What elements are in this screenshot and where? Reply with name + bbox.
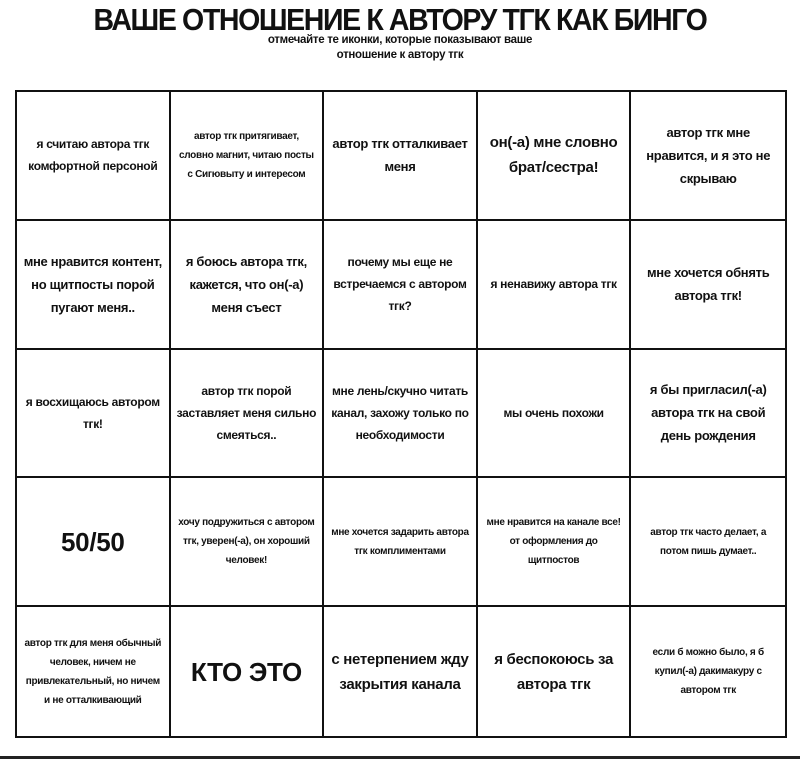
- bingo-cell[interactable]: автор тгк мне нравится, и я это не скрываю: [631, 92, 785, 221]
- bingo-cell[interactable]: автор тгк часто делает, а потом пишь думает..: [631, 478, 785, 607]
- bingo-cell[interactable]: мы очень похожи: [478, 350, 632, 479]
- bingo-cell[interactable]: я восхищаюсь автором тгк!: [17, 350, 171, 479]
- bingo-cell[interactable]: мне хочется задарить автора тгк комплиментами: [324, 478, 478, 607]
- page-title: ВАШЕ ОТНОШЕНИЕ К АВТОРУ ТГК КАК БИНГО: [93, 2, 707, 37]
- bingo-cell[interactable]: мне хочется обнять автора тгк!: [631, 221, 785, 350]
- bingo-cell[interactable]: мне нравится контент, но щитпосты порой пугают меня..: [17, 221, 171, 350]
- bingo-cell[interactable]: автор тгк притягивает, словно магнит, читаю посты с Сигювыту и интересом: [171, 92, 325, 221]
- bingo-cell[interactable]: мне лень/скучно читать канал, захожу только по необходимости: [324, 350, 478, 479]
- bingo-cell[interactable]: хочу подружиться с автором тгк, уверен(-а), он хороший человек!: [171, 478, 325, 607]
- bingo-cell[interactable]: я считаю автора тгк комфортной персоной: [17, 92, 171, 221]
- divider: [0, 756, 800, 759]
- bingo-cell[interactable]: если б можно было, я б купил(-а) дакимакуру с автором тгк: [652, 647, 764, 697]
- subtitle: отмечайте те иконки, которые показывают ваше отношение к автору тгк: [267, 34, 533, 61]
- bingo-cell[interactable]: я бы пригласил(-а) автора тгк на свой день рождения: [631, 350, 785, 479]
- bingo-cell[interactable]: я беспокоюсь за автора тгк: [478, 607, 632, 736]
- bingo-cell[interactable]: КТО ЭТО: [171, 607, 325, 736]
- bingo-cell[interactable]: я боюсь автора тгк, кажется, что он(-а) меня съест: [171, 221, 325, 350]
- bingo-cell[interactable]: автор тгк отталкивает меня: [324, 92, 478, 221]
- bingo-cell[interactable]: автор тгк порой заставляет меня сильно смеяться..: [171, 350, 325, 479]
- bingo-cell[interactable]: мне нравится на канале все! от оформления до щитпостов: [478, 478, 632, 607]
- bingo-cell[interactable]: почему мы еще не встречаемся с автором тгк?: [324, 221, 478, 350]
- bingo-cell[interactable]: с нетерпением жду закрытия канала: [324, 607, 478, 736]
- bingo-cell[interactable]: 50/50: [17, 478, 171, 607]
- bingo-cell[interactable]: он(-а) мне словно брат/сестра!: [478, 92, 632, 221]
- bingo-cell[interactable]: автор тгк для меня обычный человек, ничем не привлекательный, но ничем и не отталкивающий: [17, 607, 171, 736]
- bingo-cell[interactable]: я ненавижу автора тгк: [478, 221, 632, 350]
- bingo-grid: [15, 90, 787, 738]
